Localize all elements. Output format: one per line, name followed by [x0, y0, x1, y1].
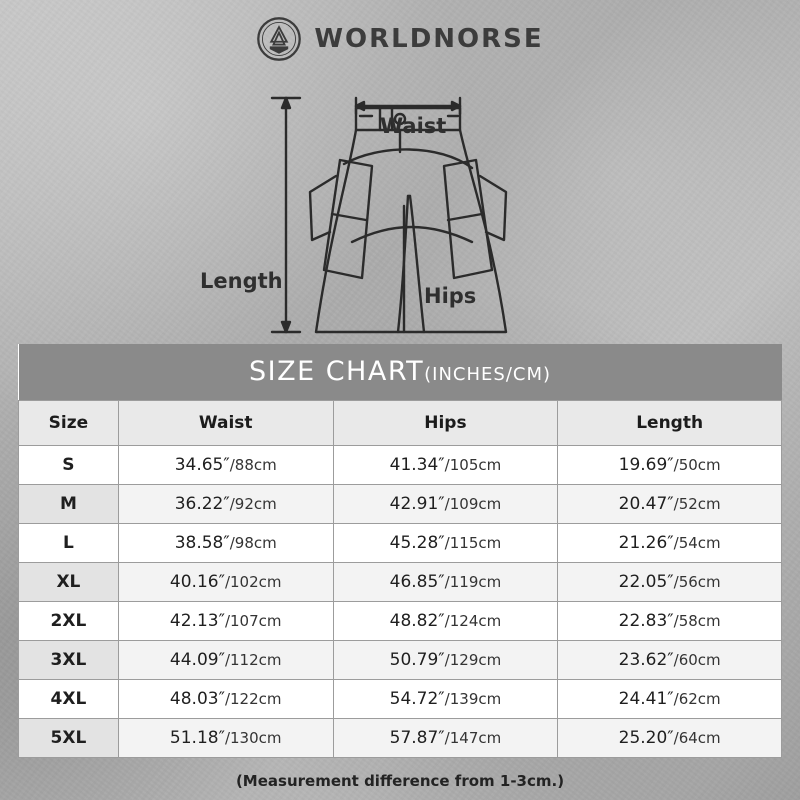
cell-waist: 48.03″/122cm: [118, 680, 333, 719]
table-row: [19, 680, 782, 719]
cell-waist: 51.18″/130cm: [118, 719, 333, 758]
cell-length: 20.47″/52cm: [558, 485, 782, 524]
size-chart-table: [18, 344, 782, 758]
column-header-hips: Hips: [333, 401, 558, 446]
cell-hips: 50.79″/129cm: [333, 641, 558, 680]
cell-hips: 41.34″/105cm: [333, 446, 558, 485]
cell-waist: 34.65″/88cm: [118, 446, 333, 485]
table-row: [19, 446, 782, 485]
table-row: [19, 602, 782, 641]
cell-waist: 44.09″/112cm: [118, 641, 333, 680]
cell-waist: 40.16″/102cm: [118, 563, 333, 602]
column-header-length: Length: [558, 401, 782, 446]
cargo-shorts-outline-icon: [0, 56, 800, 346]
cell-hips: 42.91″/109cm: [333, 485, 558, 524]
cell-size: XL: [19, 563, 119, 602]
cell-size: L: [19, 524, 119, 563]
table-row: [19, 563, 782, 602]
cell-hips: 45.28″/115cm: [333, 524, 558, 563]
table-row: [19, 641, 782, 680]
table-row: [19, 719, 782, 758]
cell-length: 23.62″/60cm: [558, 641, 782, 680]
column-header-waist: Waist: [118, 401, 333, 446]
label-waist: Waist: [380, 114, 447, 138]
cell-hips: 46.85″/119cm: [333, 563, 558, 602]
table-header-row: [19, 401, 782, 446]
cell-size: 2XL: [19, 602, 119, 641]
label-hips: Hips: [424, 284, 477, 308]
cell-length: 22.05″/56cm: [558, 563, 782, 602]
cell-waist: 42.13″/107cm: [118, 602, 333, 641]
measurement-note: (Measurement difference from 1-3cm.): [235, 772, 565, 790]
brand-name: WORLDNORSE: [314, 24, 544, 54]
cell-length: 21.26″/54cm: [558, 524, 782, 563]
cell-size: 4XL: [19, 680, 119, 719]
cell-size: 3XL: [19, 641, 119, 680]
cell-size: M: [19, 485, 119, 524]
cell-hips: 57.87″/147cm: [333, 719, 558, 758]
cell-hips: 54.72″/139cm: [333, 680, 558, 719]
cell-hips: 48.82″/124cm: [333, 602, 558, 641]
cell-waist: 38.58″/98cm: [118, 524, 333, 563]
cell-length: 19.69″/50cm: [558, 446, 782, 485]
chart-title: SIZE CHART: [248, 356, 425, 387]
chart-title-row: [19, 344, 782, 401]
label-length: Length: [200, 269, 283, 293]
cell-length: 22.83″/58cm: [558, 602, 782, 641]
chart-title-cell: [19, 344, 782, 401]
cell-length: 24.41″/62cm: [558, 680, 782, 719]
cell-waist: 36.22″/92cm: [118, 485, 333, 524]
cell-length: 25.20″/64cm: [558, 719, 782, 758]
chart-title-unit: (INCHES/CM): [424, 364, 552, 385]
cell-size: S: [19, 446, 119, 485]
garment-illustration: [0, 56, 800, 346]
table-row: [19, 524, 782, 563]
cell-size: 5XL: [19, 719, 119, 758]
table-row: [19, 485, 782, 524]
column-header-size: Size: [19, 401, 119, 446]
